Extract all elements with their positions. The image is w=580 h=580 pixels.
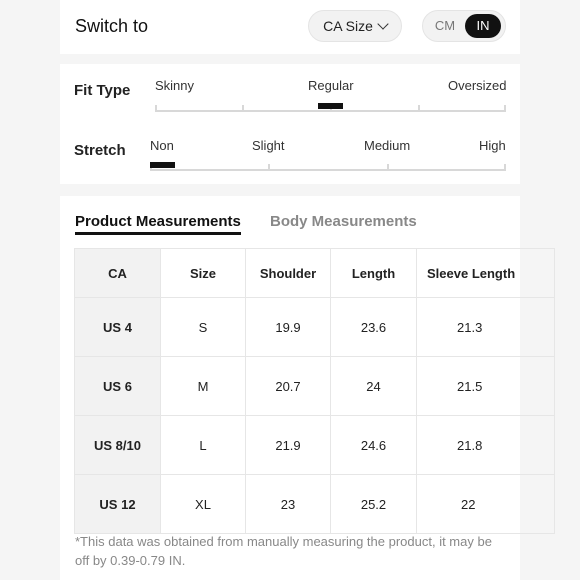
table-row — [75, 357, 555, 416]
stretch-track — [150, 169, 506, 171]
tab-product-measurements[interactable]: Product Measurements — [75, 213, 241, 230]
stretch-tick — [387, 164, 389, 170]
stretch-scale-high: High — [479, 138, 506, 153]
cell-size: M — [161, 357, 246, 416]
cell-shoulder: 23 — [246, 475, 331, 534]
cell-sleeve-length: 22 — [417, 475, 555, 534]
header-ca: CA — [75, 249, 161, 298]
table-row — [75, 298, 555, 357]
cell-ca: US 12 — [75, 475, 161, 534]
cell-length: 23.6 — [331, 298, 417, 357]
stretch-scale-slight: Slight — [252, 138, 285, 153]
fit-tick — [242, 105, 244, 111]
header-shoulder: Shoulder — [246, 249, 331, 298]
tab-body-measurements[interactable]: Body Measurements — [270, 213, 417, 230]
stretch-scale-non: Non — [150, 138, 174, 153]
cell-size: S — [161, 298, 246, 357]
stretch-tick — [504, 164, 506, 170]
fit-tick — [418, 105, 420, 111]
cell-length: 24 — [331, 357, 417, 416]
stretch-marker — [150, 162, 175, 168]
cell-length: 24.6 — [331, 416, 417, 475]
size-switch-header — [60, 0, 520, 54]
cell-sleeve-length: 21.5 — [417, 357, 555, 416]
cell-ca: US 4 — [75, 298, 161, 357]
fit-type-label: Fit Type — [74, 82, 131, 99]
fit-scale-oversized: Oversized — [448, 78, 507, 93]
measurement-table-scroll[interactable] — [74, 248, 516, 522]
switch-to-label: Switch to — [75, 16, 149, 36]
stretch-tick — [268, 164, 270, 170]
cell-ca: US 6 — [75, 357, 161, 416]
size-system-dropdown[interactable] — [308, 10, 402, 42]
cell-sleeve-length: 21.3 — [417, 298, 555, 357]
fit-section — [60, 64, 520, 184]
measurements-section — [60, 196, 520, 580]
cell-shoulder: 19.9 — [246, 298, 331, 357]
cell-length: 25.2 — [331, 475, 417, 534]
stretch-scale-medium: Medium — [364, 138, 411, 153]
header-size: Size — [161, 249, 246, 298]
cell-size: L — [161, 416, 246, 475]
table-row — [75, 416, 555, 475]
header-sleeve-length: Sleeve Length — [417, 249, 555, 298]
fit-marker — [318, 103, 343, 109]
cell-size: XL — [161, 475, 246, 534]
fit-tick — [504, 105, 506, 111]
table-row — [75, 475, 555, 534]
measurement-disclaimer: *This data was obtained from manually measuring the product, it may be off by 0.39-0.79 IN. — [75, 534, 492, 568]
stretch-label: Stretch — [74, 142, 126, 159]
chevron-down-icon — [377, 18, 388, 29]
unit-toggle[interactable] — [422, 10, 506, 42]
unit-in-option[interactable]: IN — [465, 14, 501, 38]
table-header-row — [75, 249, 555, 298]
cell-shoulder: 21.9 — [246, 416, 331, 475]
active-tab-underline — [75, 232, 241, 235]
measurement-table — [74, 248, 555, 534]
header-length: Length — [331, 249, 417, 298]
cell-sleeve-length: 21.8 — [417, 416, 555, 475]
unit-cm-option[interactable]: CM — [434, 18, 456, 33]
cell-ca: US 8/10 — [75, 416, 161, 475]
fit-tick — [155, 105, 157, 111]
cell-shoulder: 20.7 — [246, 357, 331, 416]
fit-scale-regular: Regular — [308, 78, 354, 93]
fit-scale-skinny: Skinny — [155, 78, 195, 93]
size-system-value: CA Size — [323, 18, 373, 34]
